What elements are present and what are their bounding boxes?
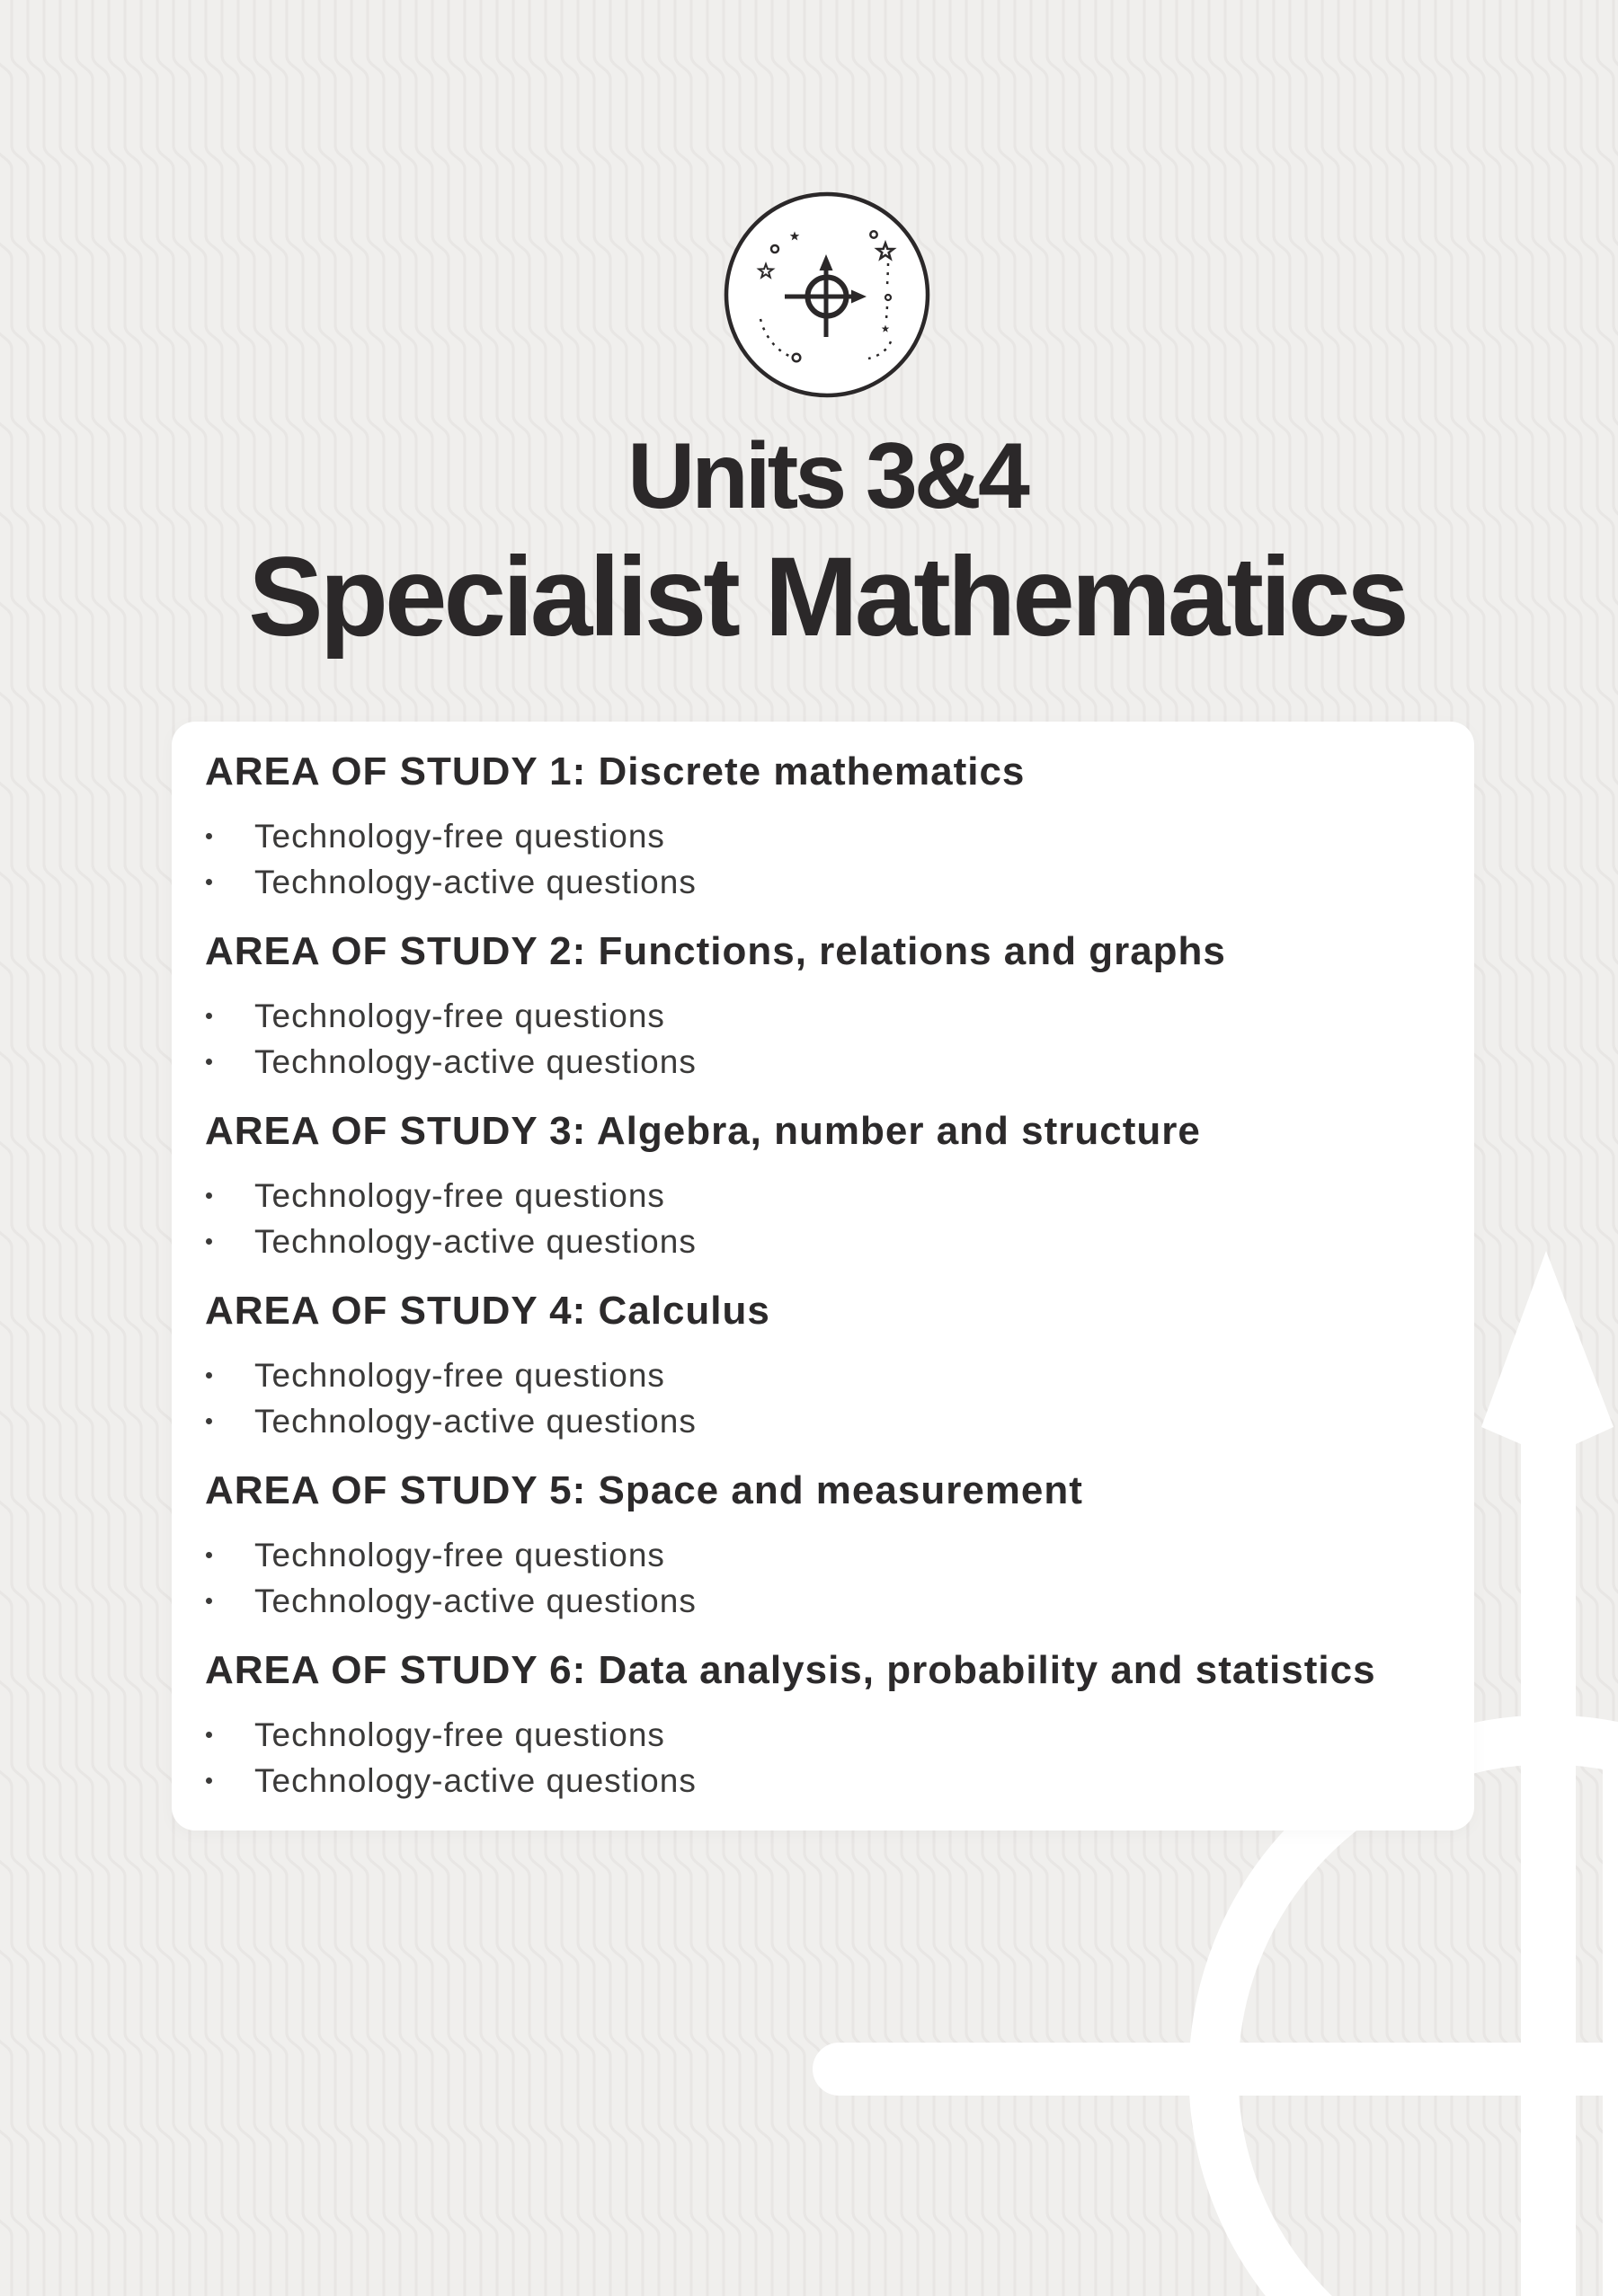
- bullet-dot-icon: [206, 1777, 212, 1784]
- section-heading: AREA OF STUDY 2: Functions, relations and graphs: [205, 929, 1226, 973]
- bullet-dot-icon: [206, 1192, 212, 1199]
- bullet-dot-icon: [206, 1598, 212, 1604]
- list-item: [205, 1398, 1438, 1444]
- bullet-text: Technology-free questions: [254, 818, 665, 855]
- list-item: [205, 1712, 1438, 1758]
- bullet-list: [205, 1352, 1438, 1444]
- list-item: [205, 1173, 1438, 1219]
- bullet-text: Technology-free questions: [254, 1537, 665, 1574]
- bullet-dot-icon: [206, 1418, 212, 1424]
- watermark-up-arrow: [1481, 1251, 1614, 2296]
- section-heading: AREA OF STUDY 3: Algebra, number and structure: [205, 1109, 1201, 1153]
- bullet-list: [205, 1712, 1438, 1804]
- list-item: [205, 813, 1438, 859]
- bullet-dot-icon: [206, 1013, 212, 1019]
- bullet-dot-icon: [206, 1732, 212, 1738]
- bullet-text: Technology-free questions: [254, 1716, 665, 1753]
- bullet-list: [205, 813, 1438, 905]
- bullet-text: Technology-free questions: [254, 1177, 665, 1214]
- section-heading: AREA OF STUDY 1: Discrete mathematics: [205, 749, 1026, 793]
- bullet-text: Technology-active questions: [254, 1582, 697, 1619]
- bullet-text: Technology-free questions: [254, 997, 665, 1034]
- bullet-text: Technology-free questions: [254, 1357, 665, 1394]
- bullet-text: Technology-active questions: [254, 1043, 697, 1080]
- watermark-right-strip: [1603, 1721, 1618, 2296]
- list-item: [205, 993, 1438, 1039]
- list-item: [205, 1352, 1438, 1398]
- section-heading: AREA OF STUDY 5: Space and measurement: [205, 1468, 1083, 1512]
- bullet-text: Technology-active questions: [254, 1223, 697, 1260]
- list-item: [205, 1578, 1438, 1624]
- unit-label: Units 3&4: [627, 424, 1027, 528]
- bullet-dot-icon: [206, 1059, 212, 1065]
- bullet-list: [205, 993, 1438, 1085]
- bullet-text: Technology-active questions: [254, 1403, 697, 1440]
- bullet-list: [205, 1532, 1438, 1624]
- bullet-list: [205, 1173, 1438, 1264]
- area-of-study-section-2: [205, 928, 1438, 1085]
- bullet-dot-icon: [206, 1238, 212, 1245]
- list-item: [205, 859, 1438, 905]
- section-heading: AREA OF STUDY 6: Data analysis, probability and statistics: [205, 1648, 1376, 1692]
- bullet-dot-icon: [206, 879, 212, 885]
- area-of-study-section-5: [205, 1467, 1438, 1624]
- list-item: [205, 1039, 1438, 1085]
- bullet-dot-icon: [206, 1552, 212, 1558]
- list-item: [205, 1532, 1438, 1578]
- list-item: [205, 1219, 1438, 1264]
- bullet-dot-icon: [206, 1372, 212, 1378]
- area-of-study-section-6: [205, 1647, 1438, 1804]
- section-heading: AREA OF STUDY 4: Calculus: [205, 1289, 770, 1333]
- bullet-text: Technology-active questions: [254, 864, 697, 900]
- area-of-study-section-1: [205, 749, 1438, 905]
- bullet-dot-icon: [206, 833, 212, 839]
- bullet-text: Technology-active questions: [254, 1762, 697, 1799]
- page-title: Specialist Mathematics: [248, 535, 1406, 660]
- watermark-horizontal-axis: [813, 2043, 1618, 2096]
- axes-compass-logo-icon: [715, 182, 939, 407]
- areas-of-study-card: [172, 722, 1474, 1831]
- area-of-study-section-3: [205, 1108, 1438, 1264]
- area-of-study-section-4: [205, 1288, 1438, 1444]
- list-item: [205, 1758, 1438, 1804]
